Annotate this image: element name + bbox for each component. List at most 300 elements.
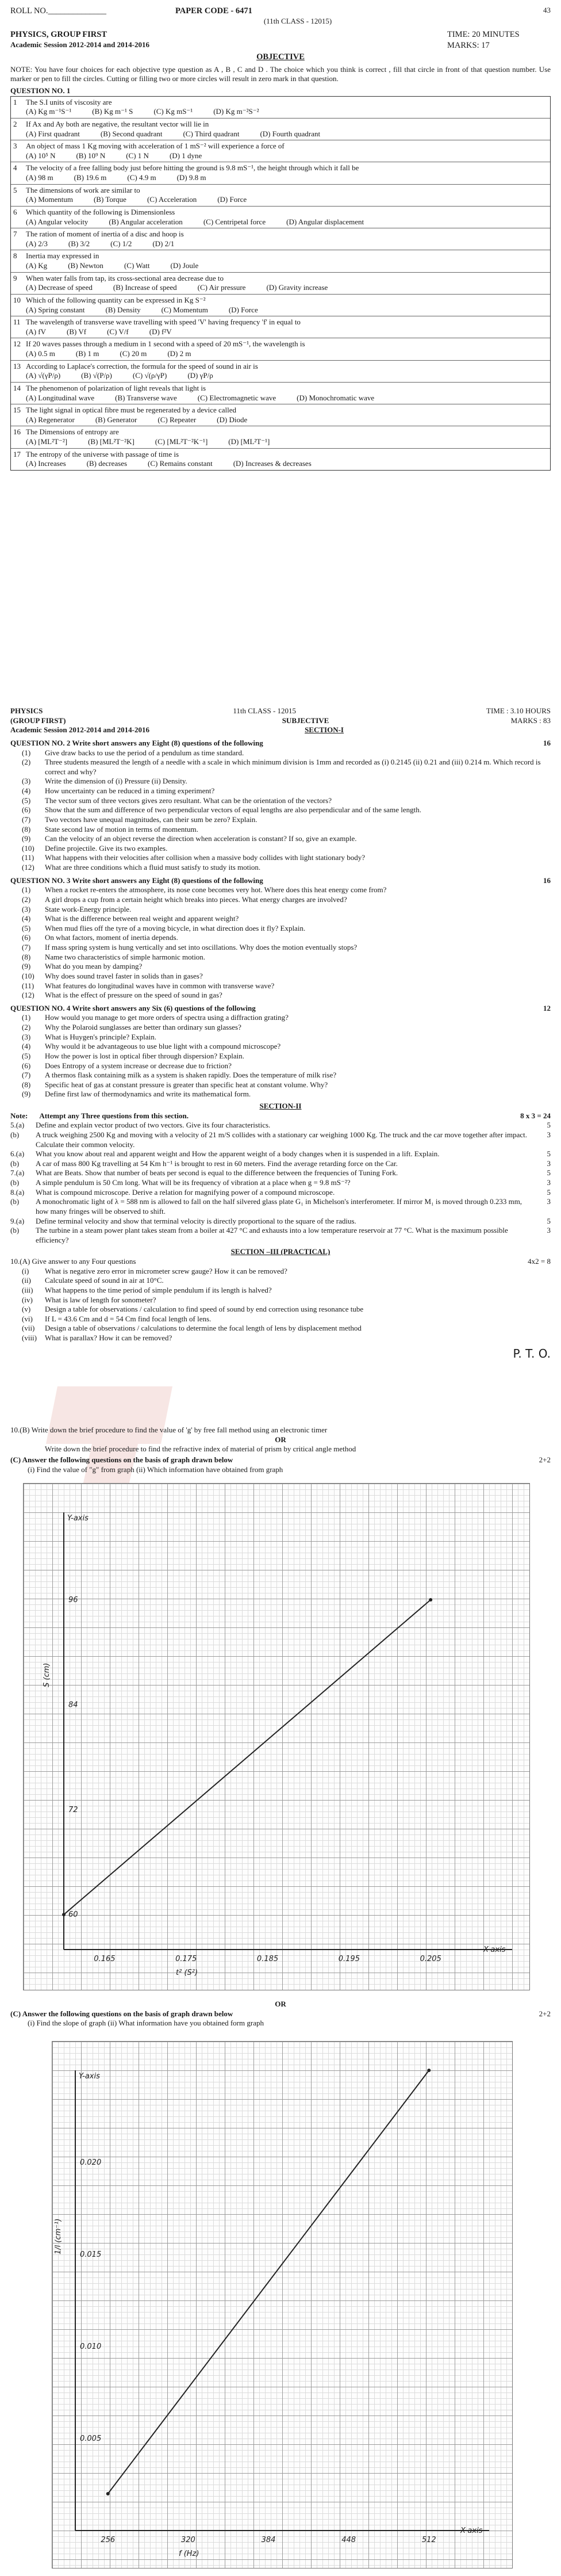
mcq-item — [11, 361, 550, 383]
mcq-body — [26, 163, 548, 182]
short-question — [10, 805, 551, 815]
section-1-heading: SECTION-I — [305, 725, 344, 735]
question-10b-line: 10.(B) Write down the brief procedure to find the value of 'g' by free fall method using an electronic timer — [10, 1425, 328, 1434]
short-question-text: Show that the sum and difference of two perpendicular vectors of equal lengths are also perpendicular and of the same length. — [45, 805, 421, 815]
y-tick-label: 0.010 — [80, 2342, 102, 2351]
x-tick-label: 0.205 — [420, 1955, 441, 1963]
section-2-heading: SECTION-II — [259, 1102, 302, 1110]
short-question-number: (6) — [22, 1061, 31, 1070]
short-question-number: (12) — [22, 991, 34, 1000]
question-3-header — [10, 876, 551, 886]
mcq-option: (B) Vf — [67, 327, 87, 336]
short-question-number: (2) — [22, 758, 31, 767]
data-line — [64, 1600, 431, 1914]
short-question-text: If mass spring system is hung vertically and set into oscillations. Why does the motion eventually stops? — [45, 943, 358, 951]
pto-note: P. T. O. — [513, 1346, 551, 1360]
mcq-option: (D) 9.8 m — [176, 173, 206, 182]
data-line — [108, 2070, 429, 2494]
mcq-option: (D) 2 m — [167, 349, 191, 358]
x-axis-label: f (Hz) — [179, 2550, 199, 2558]
mcq-option: (B) Density — [105, 305, 141, 314]
practical-question — [10, 1276, 551, 1286]
mcq-question: When water falls from tap, its cross-sectional area decrease due to — [26, 273, 224, 282]
question-4-header — [10, 1004, 551, 1014]
short-question-text: Two vectors have unequal magnitudes, can their sum be zero? Explain. — [45, 815, 258, 824]
short-question-number: (12) — [22, 863, 34, 872]
mcq-body — [26, 186, 548, 205]
mcq-body — [26, 450, 548, 469]
short-question-number: (4) — [22, 914, 31, 923]
short-question-number: (1) — [22, 748, 31, 757]
or-divider-2: OR — [275, 2000, 286, 2008]
subjective-subject: PHYSICS — [10, 706, 43, 715]
short-question-number: (8) — [22, 1080, 31, 1089]
y-tick-label: 0.015 — [80, 2250, 102, 2259]
long-question-text: What is compound microscope. Derive a relation for magnifying power of a compound microscope. — [36, 1187, 335, 1197]
mcq-question: The light signal in optical fibre must be regenerated by a device called — [26, 406, 237, 415]
practical-question-text: What is negative zero error in micrometer screw gauge? How it can be removed? — [45, 1266, 287, 1275]
question-4-marks: 12 — [543, 1003, 551, 1012]
mcq-option: (C) Momentum — [161, 305, 208, 314]
mcq-option: (A) 98 m — [26, 173, 53, 182]
x-tick-label: 256 — [101, 2536, 116, 2544]
mcq-option: (B) decreases — [86, 459, 128, 468]
mcq-question: The wavelength of transverse wave travelling with speed 'V' having frequency 'f' in equal to — [26, 318, 301, 327]
mcq-question: The dimensions of work are similar to — [26, 185, 140, 194]
long-question-text: The turbine in a steam power plant takes steam from a boiler at 427 °C and exhausts into a low temperature reservoir at 77 °C. What is the maximum possible efficiency? — [36, 1226, 508, 1244]
mcq-item — [11, 273, 550, 295]
practical-question-number: (vi) — [22, 1314, 33, 1323]
short-question-number: (1) — [22, 1013, 31, 1022]
mcq-option: (C) Third quadrant — [183, 129, 240, 138]
short-question-number: (11) — [22, 853, 34, 862]
mcq-number: 13 — [13, 361, 21, 370]
practical-question-number: (vii) — [22, 1324, 35, 1333]
mcq-option: (A) 0.5 m — [26, 349, 55, 358]
mcq-number: 6 — [13, 207, 17, 216]
mcq-option: (C) Centripetal force — [203, 217, 266, 226]
short-question — [10, 933, 551, 943]
question-10c-label: (C) Answer the following questions on the basis of graph drawn below — [10, 1455, 233, 1464]
graph-1 — [23, 1483, 530, 1990]
mcq-item — [11, 119, 550, 140]
long-question-number: (b) — [10, 1226, 20, 1235]
short-question-text: When mud flies off the tyre of a moving bicycle, in what direction does it fly? Explain. — [45, 923, 306, 932]
x-axis-label: t² (S²) — [176, 1969, 198, 1977]
short-question — [10, 972, 551, 981]
long-question — [10, 1130, 551, 1149]
short-question-text: Define first law of thermodynamics and write its mathematical form. — [45, 1090, 251, 1099]
x-tick-label: 320 — [180, 2536, 195, 2544]
mcq-option: (C) Repeater — [157, 415, 197, 424]
short-question-text: Three students measured the length of a needle with a scale in which minimum division is 1mm and recorded as (i) 0.2145 (ii) 0.21 and (iii) 0.214 m. Which record is correct and why? — [45, 758, 541, 776]
long-question — [10, 1168, 551, 1178]
short-question-text: The vector sum of three vectors gives zero resultant. What can be the orientation of the vectors? — [45, 796, 332, 805]
mcq-option: (A) Momentum — [26, 195, 73, 204]
mcq-item — [11, 140, 550, 162]
short-question — [10, 1090, 551, 1099]
mcq-option: (C) [ML²T⁻²K⁻¹] — [155, 437, 208, 446]
mcq-option: (D) Joule — [170, 261, 199, 270]
short-question-text: State work-Energy principle. — [45, 904, 132, 914]
long-question — [10, 1226, 551, 1245]
long-question-number: (b) — [10, 1197, 20, 1206]
short-question-number: (7) — [22, 1071, 31, 1080]
x-tick-label: 512 — [421, 2536, 436, 2544]
short-question-text: When a rocket re-enters the atmosphere, its nose cone becomes very hot. Where does this heat energy come from? — [45, 885, 387, 895]
x-tick-label: 0.165 — [94, 1955, 116, 1963]
mcq-body — [26, 142, 548, 160]
long-question-marks: 5 — [547, 1121, 551, 1130]
mcq-option: (A) Regenerator — [26, 415, 75, 424]
short-question — [10, 1042, 551, 1052]
mcq-option: (D) Gravity increase — [266, 283, 328, 292]
short-question-number: (1) — [22, 885, 31, 895]
mcq-option: (B) Newton — [68, 261, 103, 270]
short-question — [10, 895, 551, 905]
question-10c-parts: (i) Find the value of "g" from graph (ii) Which information have obtained from graph — [28, 1465, 283, 1474]
question-2-label: QUESTION NO. 2 Write short answers any Eight (8) questions of the following — [10, 738, 263, 747]
class-line: (11th CLASS - 12015) — [263, 16, 332, 25]
practical-question — [10, 1314, 551, 1324]
time-allowed: TIME: 20 MINUTES — [447, 30, 520, 40]
practical-question-number: (i) — [22, 1266, 29, 1275]
mcq-question: If Ax and Ay both are negative, the resultant vector will lie in — [26, 119, 209, 128]
practical-question — [10, 1324, 551, 1333]
mcq-item — [11, 207, 550, 228]
long-question-number: 9.(a) — [10, 1216, 25, 1225]
short-question — [10, 1013, 551, 1023]
mcq-option: (D) Angular displacement — [286, 217, 364, 226]
mcq-number: 17 — [13, 449, 21, 458]
short-question-number: (7) — [22, 943, 31, 951]
subjective-marks: MARKS : 83 — [510, 716, 551, 725]
mcq-question: Inertia may expressed in — [26, 251, 99, 261]
short-question-number: (6) — [22, 933, 31, 942]
mcq-body — [26, 296, 548, 315]
mcq-question: Which of the following quantity can be expressed in Kg S⁻² — [26, 295, 206, 304]
mcq-number: 15 — [13, 406, 21, 415]
subjective-time: TIME : 3.10 HOURS — [486, 706, 551, 715]
short-question-number: (10) — [22, 971, 34, 980]
long-question-marks: 5 — [547, 1149, 551, 1159]
short-question-text: What do you mean by damping? — [45, 962, 143, 971]
mcq-question: The Dimensions of entropy are — [26, 427, 119, 437]
long-question-marks: 3 — [547, 1159, 551, 1168]
y-axis-name: Y-axis — [67, 1514, 89, 1523]
mcq-body — [26, 362, 548, 381]
mcq-option: (B) 10⁹ N — [76, 151, 106, 160]
short-question-number: (10) — [22, 843, 34, 853]
y-tick-label: 60 — [68, 1910, 78, 1920]
x-tick-label: 0.185 — [256, 1955, 279, 1963]
long-question — [10, 1159, 551, 1169]
question-3-marks: 16 — [543, 876, 551, 885]
mcq-option: (B) 1 m — [75, 349, 99, 358]
mcq-option: (B) 3/2 — [68, 239, 90, 248]
long-question — [10, 1149, 551, 1159]
mcq-option: (C) Electromagnetic wave — [197, 393, 276, 402]
short-question-number: (3) — [22, 1032, 31, 1041]
question-10-label: 10.(A) Give answer to any Four questions — [10, 1257, 136, 1266]
mcq-option: (A) 10⁵ N — [26, 151, 56, 160]
mcq-options — [26, 261, 548, 271]
short-question — [10, 1061, 551, 1071]
practical-question-number: (iii) — [22, 1285, 33, 1294]
mcq-options — [26, 459, 548, 469]
short-question — [10, 834, 551, 844]
mcq-options — [26, 349, 548, 359]
short-question-number: (2) — [22, 1023, 31, 1031]
practical-section — [10, 1425, 551, 1474]
mcq-question: The ration of moment of inertia of a disc and hoop is — [26, 230, 184, 239]
short-question-number: (6) — [22, 805, 31, 815]
practical-question — [10, 1295, 551, 1305]
mcq-options — [26, 371, 548, 381]
mcq-option: (C) V/f — [107, 327, 129, 336]
mcq-option: (C) Kg mS⁻¹ — [153, 107, 193, 116]
short-question — [10, 777, 551, 786]
data-point — [429, 1598, 432, 1602]
mcq-option: (C) Watt — [124, 261, 150, 270]
subjective-heading: SUBJECTIVE — [282, 716, 329, 725]
mcq-body — [26, 427, 548, 446]
y-axis-label: S (cm) — [43, 1662, 51, 1687]
short-question — [10, 844, 551, 854]
mcq-options — [26, 107, 548, 117]
long-question-number: 5.(a) — [10, 1121, 25, 1130]
mcq-options — [26, 129, 548, 139]
mcq-question: Which quantity of the following is Dimensionless — [26, 207, 175, 216]
practical-question-text: Design a table of observations / calculations to determine the focal length of lens by displacement method — [45, 1324, 362, 1333]
y-tick-label: 84 — [68, 1700, 78, 1710]
long-question-text: A simple pendulum is 50 Cm long. What will be its frequency of vibration at a place when g = 9.8 mS⁻²? — [36, 1178, 351, 1187]
question-10c2-label: (C) Answer the following questions on the basis of graph drawn below — [10, 2009, 233, 2018]
short-question — [10, 924, 551, 934]
practical-question-text: What is parallax? How it can be removed? — [45, 1333, 172, 1342]
short-question-text: Specific heat of gas at constant pressure is greater than specific heat at constant volume. Why? — [45, 1080, 328, 1089]
short-question-text: Why would it be advantageous to use blue light with a compound microscope? — [45, 1042, 281, 1051]
or-divider-1: OR — [275, 1435, 286, 1444]
long-question-marks: 5 — [547, 1216, 551, 1225]
short-question — [10, 1080, 551, 1090]
graph-2 — [52, 2041, 513, 2569]
short-question-number: (5) — [22, 1051, 31, 1060]
short-question-text: Why the Polaroid sunglasses are better than ordinary sun glasses? — [45, 1023, 241, 1031]
long-question-marks: 3 — [547, 1178, 551, 1187]
mcq-option: (D) Fourth quadrant — [260, 129, 321, 138]
x-tick-label: 448 — [341, 2536, 356, 2544]
question-10c2-marks: 2+2 — [539, 2009, 551, 2018]
mcq-option: (A) √(γP/ρ) — [26, 371, 61, 380]
graph-2-plot — [52, 2042, 512, 2568]
note-marks: 8 x 3 = 24 — [520, 1111, 551, 1120]
long-question-number: (b) — [10, 1159, 20, 1168]
mcq-item — [11, 97, 550, 119]
short-question-number: (8) — [22, 952, 31, 961]
question-2-list — [10, 748, 551, 873]
mcq-option: (D) Force — [228, 305, 258, 314]
mcq-question: An object of mass 1 Kg moving with acceleration of 1 mS⁻² will experience a force of — [26, 142, 285, 151]
practical-question — [10, 1333, 551, 1343]
mcq-option: (C) Acceleration — [147, 195, 197, 204]
subjective-group: (GROUP FIRST) — [10, 716, 66, 725]
mcq-number: 4 — [13, 163, 17, 173]
short-question-text: What is the effect of pressure on the speed of sound in gas? — [45, 991, 222, 1000]
short-question-text: State second law of motion in terms of momentum. — [45, 824, 198, 834]
mcq-number: 2 — [13, 119, 17, 128]
data-point — [106, 2492, 110, 2495]
note-text: Attempt any Three questions from this section. — [39, 1111, 189, 1120]
mcq-options — [26, 283, 548, 293]
mcq-item — [11, 404, 550, 426]
mcq-option: (D) Diode — [217, 415, 248, 424]
short-question — [10, 825, 551, 835]
mcq-option: (C) 1/2 — [110, 239, 132, 248]
short-question — [10, 853, 551, 863]
mcq-number: 12 — [13, 339, 21, 349]
mcq-option: (B) 19.6 m — [74, 173, 107, 182]
short-question — [10, 943, 551, 953]
question-3-list — [10, 885, 551, 1000]
short-question-text: How the power is lost in optical fiber through dispersion? Explain. — [45, 1051, 244, 1060]
mcq-option: (D) 1 dyne — [169, 151, 202, 160]
short-question — [10, 885, 551, 895]
short-question-text: Can the velocity of an object reverse the direction when acceleration is constant? If so, give an example. — [45, 834, 357, 843]
practical-question-number: (iv) — [22, 1295, 33, 1304]
mcq-body — [26, 339, 548, 358]
short-question — [10, 748, 551, 758]
short-question — [10, 1033, 551, 1042]
short-question-number: (4) — [22, 1042, 31, 1051]
short-question — [10, 905, 551, 915]
mcq-options — [26, 151, 548, 161]
objective-section — [10, 6, 551, 471]
mcq-body — [26, 384, 548, 403]
question-2-header — [10, 739, 551, 748]
instruction-note: NOTE: You have four choices for each objective type question as A , B , C and D . The choice which you think is correct , fill that circle in front of that question number. Use marker or pen to fill the circles. Cutting or filling two or more circles will result in zero mark in that question. — [10, 64, 551, 83]
y-axis-label: 1/l (cm⁻¹) — [54, 2218, 63, 2254]
mcq-body — [26, 318, 548, 337]
mcq-option: (A) Increases — [26, 459, 66, 468]
mcq-option: (B) [ML²T⁻²K] — [88, 437, 135, 446]
mcq-option: (C) Air pressure — [197, 283, 246, 292]
y-tick-label: 0.020 — [80, 2158, 102, 2167]
subjective-section — [10, 706, 551, 1361]
practical-section-2 — [10, 2000, 551, 2028]
long-question-text: Define terminal velocity and show that terminal velocity is directly proportional to the square of the radius. — [36, 1216, 356, 1225]
mcq-options — [26, 393, 548, 403]
y-tick-label: 0.005 — [80, 2434, 102, 2443]
mcq-number: 10 — [13, 295, 21, 304]
long-question — [10, 1121, 551, 1130]
mcq-item — [11, 383, 550, 404]
short-question-number: (9) — [22, 962, 31, 971]
mcq-option: (B) √(P/ρ) — [81, 371, 112, 380]
x-tick-label: 0.175 — [175, 1955, 197, 1963]
short-question-number: (2) — [22, 895, 31, 904]
short-question-number: (8) — [22, 824, 31, 834]
long-question-number: 8.(a) — [10, 1187, 25, 1197]
mcq-body — [26, 274, 548, 293]
mcq-number: 7 — [13, 230, 17, 239]
practical-question-number: (ii) — [22, 1276, 31, 1285]
short-question-number: (9) — [22, 834, 31, 843]
mcq-question: The entropy of the universe with passage of time is — [26, 449, 179, 458]
short-question-number: (5) — [22, 796, 31, 805]
short-question — [10, 991, 551, 1000]
mcq-number: 5 — [13, 185, 17, 194]
page-number: 43 — [543, 6, 551, 14]
short-question-text: Name two characteristics of simple harmonic motion. — [45, 952, 206, 961]
mcq-option: (B) Second quadrant — [100, 129, 163, 138]
question-10b-alt: Write down the brief procedure to find the refractive index of material of prism by critical angle method — [45, 1444, 356, 1454]
question-10-list — [10, 1267, 551, 1343]
question-10-marks: 4x2 = 8 — [528, 1257, 551, 1266]
short-question-number: (7) — [22, 815, 31, 824]
mcq-item — [11, 449, 550, 470]
mcq-item — [11, 185, 550, 207]
mcq-question: The phenomenon of polarization of light reveals that light is — [26, 383, 206, 392]
long-question-marks: 3 — [547, 1130, 551, 1139]
long-question-text: What you know about real and apparent weight and How the apparent weight of a body changes when it is suspended in a lift. Explain. — [36, 1149, 440, 1159]
mcq-option: (B) Angular acceleration — [109, 217, 183, 226]
mcq-option: (A) Longitudinal wave — [26, 393, 95, 402]
mcq-option: (B) Torque — [93, 195, 126, 204]
mcq-option: (A) Kg m⁻¹S⁻¹ — [26, 107, 72, 116]
short-question — [10, 962, 551, 972]
mcq-body — [26, 251, 548, 270]
question-4-list — [10, 1013, 551, 1099]
mcq-option: (A) First quadrant — [26, 129, 80, 138]
long-question — [10, 1217, 551, 1226]
long-question — [10, 1188, 551, 1198]
short-question — [10, 863, 551, 873]
short-question — [10, 953, 551, 962]
short-question-text: How uncertainty can be reduced in a timing experiment? — [45, 786, 215, 795]
note-label: Note: — [10, 1111, 28, 1120]
long-question-number: (b) — [10, 1178, 20, 1187]
mcq-option: (D) γP/ρ — [187, 371, 213, 380]
mcq-item — [11, 250, 550, 272]
mcq-option: (C) Remains constant — [148, 459, 213, 468]
mcq-question: If 20 waves passes through a medium in 1 second with a speed of 20 mS⁻¹, the wavelength is — [26, 339, 305, 349]
practical-question-text: If L = 43.6 Cm and d = 54 Cm find focal length of lens. — [45, 1314, 212, 1323]
subjective-session: Academic Session 2012-2014 and 2014-2016 — [10, 725, 149, 735]
mcq-number: 14 — [13, 383, 21, 392]
mcq-option: (D) f²V — [149, 327, 172, 336]
practical-question-text: What happens to the time period of simple pendulum if its length is halved? — [45, 1285, 272, 1294]
mcq-body — [26, 406, 548, 425]
short-question-number: (11) — [22, 981, 34, 990]
data-point — [62, 1913, 66, 1916]
long-question-text: A truck weighing 2500 Kg and moving with a velocity of 21 m/S collides with a stationary car weighing 1000 Kg. The truck and the car move together after impact. Calculate their common velocity. — [36, 1130, 528, 1149]
long-question-text: A car of mass 800 Kg travelling at 54 Km h⁻¹ is brought to rest in 60 meters. Find the average retarding force on the Car. — [36, 1159, 398, 1168]
mcq-number: 9 — [13, 273, 17, 282]
mcq-option: (B) Transverse wave — [115, 393, 177, 402]
mcq-question: The velocity of a free falling body just before hitting the ground is 9.8 mS⁻¹, the height through which it fall be — [26, 163, 359, 173]
mcq-item — [11, 162, 550, 184]
mcq-item — [11, 426, 550, 448]
question-4-label: QUESTION NO. 4 Write short answers any Six (6) questions of the following — [10, 1003, 256, 1012]
practical-question — [10, 1286, 551, 1295]
mcq-option: (D) Monochromatic wave — [297, 393, 375, 402]
practical-question — [10, 1267, 551, 1276]
x-axis-name: X-axis — [460, 2527, 483, 2535]
mcq-option: (A) Spring constant — [26, 305, 85, 314]
short-question — [10, 786, 551, 796]
practical-question-text: Calculate speed of sound in air at 10°C. — [45, 1276, 164, 1285]
